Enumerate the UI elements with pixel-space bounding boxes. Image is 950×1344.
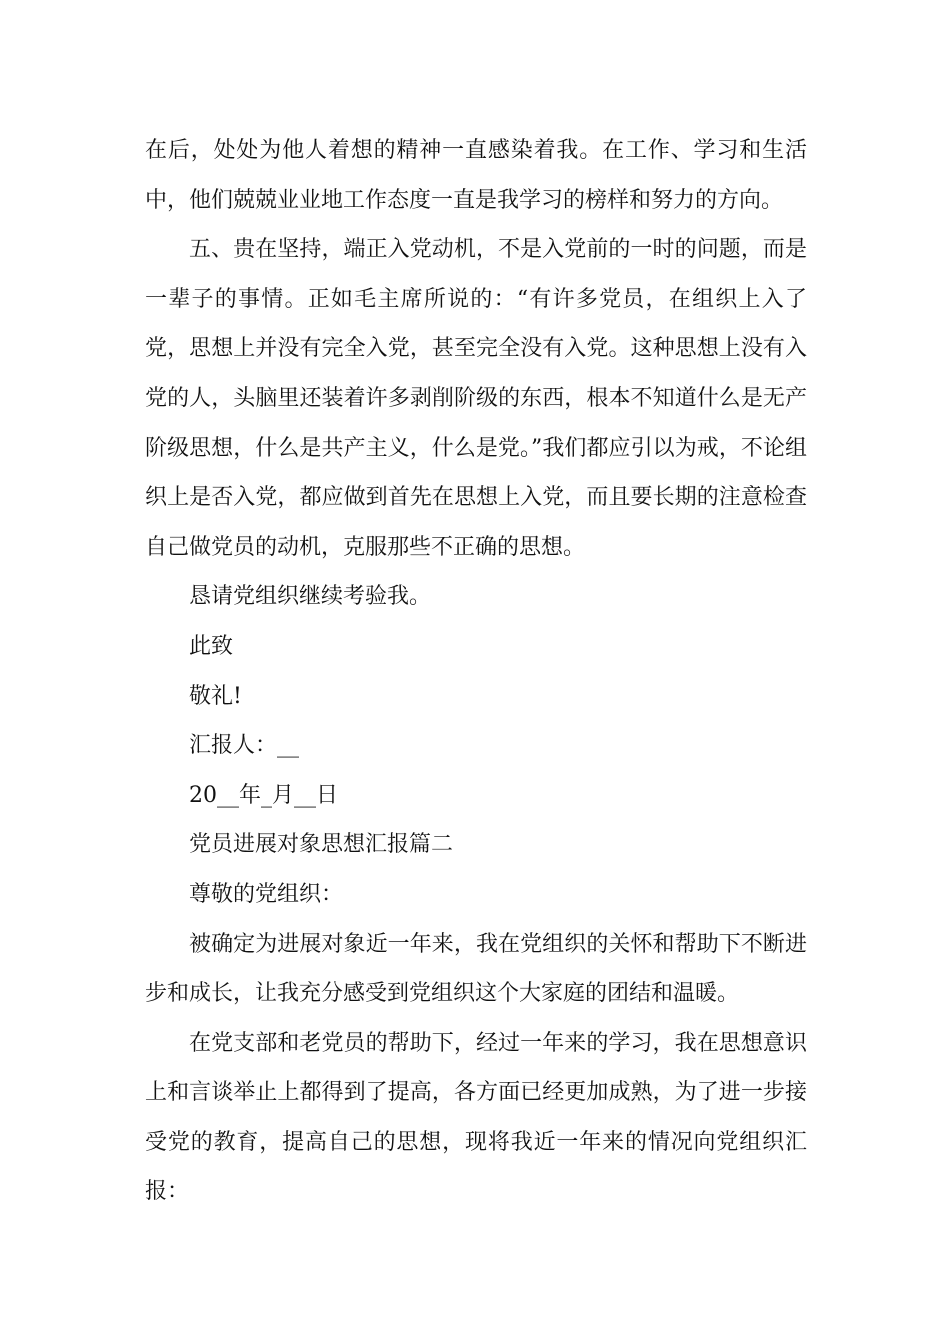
closing-regards: 敬礼! [189,683,242,709]
greeting: 尊敬的党组织： [189,881,344,907]
paragraph-request: 恳请党组织继续考验我。 [189,584,432,610]
document-body [145,126,807,1217]
closing-salutation: 此致 [189,633,234,659]
reporter-line: 汇报人：__ [189,733,300,759]
date-line: 20__年_月__日 [189,782,338,808]
paragraph-intro: 被确定为进展对象近一年来，我在党组织的关怀和帮助下不断进步和成长，让我充分感受到党组织这个大家庭的团结和温暖。 [145,931,807,1007]
paragraph-continuation: 在后，处处为他人着想的精神一直感染着我。在工作、学习和生活中，他们兢兢业业地工作态度一直是我学习的榜样和努力的方向。 [145,138,807,213]
paragraph-point-five: 五、贵在坚持，端正入党动机，不是入党前的一时的问题，而是一辈子的事情。正如毛主席所说的：“有许多党员，在组织上入了党，思想上并没有完全入党，甚至完全没有入党。这种思想上没有入党的人，头脑里还装着许多剥削阶级的东西，根本不知道什么是无产阶级思想，什么是共产主义，什么是党。”我们都应引以为戒，不论组织上是否入党，都应做到首先在思想上入党，而且要长期的注意检查自己做党员的动机，克服那些不正确的思想。 [145,237,807,560]
section-title: 党员进展对象思想汇报篇二 [189,832,454,858]
paragraph-progress: 在党支部和老党员的帮助下，经过一年来的学习，我在思想意识上和言谈举止上都得到了提高，各方面已经更加成熟，为了进一步接受党的教育，提高自己的思想，现将我近一年来的情况向党组织汇报： [145,1030,807,1205]
